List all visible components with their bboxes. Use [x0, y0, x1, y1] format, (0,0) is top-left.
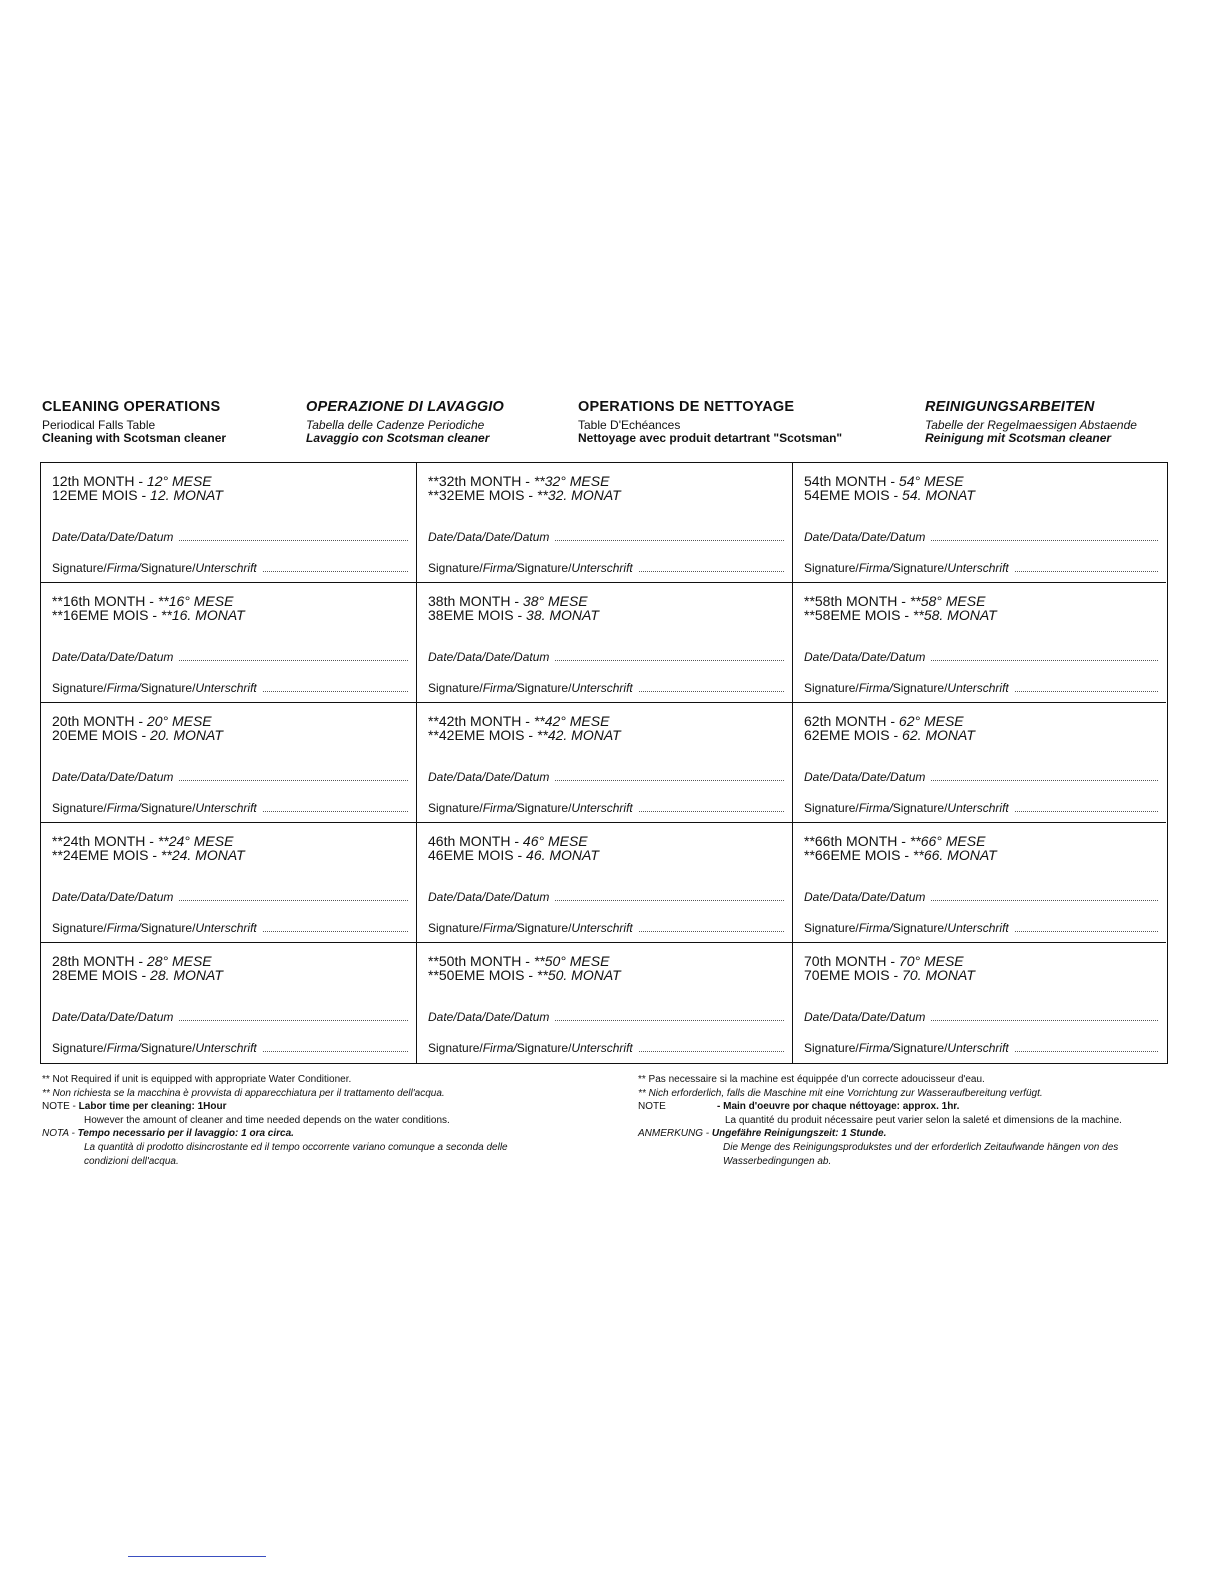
signature-label: Signature/Firma/Signature/Unterschrift	[428, 921, 633, 935]
date-field[interactable]	[804, 650, 1158, 664]
date-label: Date/Data/Date/Datum	[428, 650, 550, 664]
signature-dotted-line[interactable]	[1015, 1042, 1158, 1052]
date-dotted-line[interactable]	[555, 1011, 784, 1021]
date-field[interactable]	[52, 530, 408, 544]
header-subtitle: Tabella delle Cadenze Periodiche	[306, 418, 485, 432]
schedule-cell	[417, 463, 793, 583]
date-dotted-line[interactable]	[555, 771, 784, 781]
signature-field[interactable]	[52, 801, 408, 815]
month-label-italian: **42° MESE	[533, 713, 610, 729]
note-bold: Ungefähre Reinigungszeit: 1 Stunde.	[711, 1128, 887, 1140]
month-label-german: 12. MONAT	[150, 487, 223, 503]
month-label-italian: 38° MESE	[522, 593, 588, 609]
schedule-cell	[41, 703, 417, 823]
signature-label: Signature/Firma/Signature/Unterschrift	[52, 801, 257, 815]
signature-label: Signature/Firma/Signature/Unterschrift	[52, 921, 257, 935]
schedule-cell	[793, 703, 1166, 823]
signature-label: Signature/Firma/Signature/Unterschrift	[804, 1041, 1009, 1055]
month-label-english: **16th MONTH -	[52, 593, 158, 609]
schedule-cell	[793, 943, 1166, 1063]
note: condizioni dell'acqua.	[84, 1155, 179, 1167]
month-label-french: **66EME MOIS -	[804, 847, 913, 863]
signature-dotted-line[interactable]	[263, 562, 408, 572]
date-label: Date/Data/Date/Datum	[52, 890, 174, 904]
note-bold: - Main d'oeuvre por chaque néttoyage: approx. 1hr.	[717, 1101, 960, 1113]
header-title: OPERAZIONE DI LAVAGGIO	[306, 399, 505, 415]
month-subheading	[52, 728, 223, 743]
date-dotted-line[interactable]	[931, 651, 1158, 661]
month-label-english: **66th MONTH -	[804, 833, 910, 849]
signature-label: Signature/Firma/Signature/Unterschrift	[428, 1041, 633, 1055]
signature-dotted-line[interactable]	[1015, 922, 1158, 932]
month-subheading	[52, 848, 245, 863]
month-label-english: 46th MONTH -	[428, 833, 523, 849]
date-field[interactable]	[52, 1010, 408, 1024]
schedule-cell	[417, 583, 793, 703]
notes-right	[638, 1073, 1122, 1168]
date-label: Date/Data/Date/Datum	[52, 1010, 174, 1024]
date-dotted-line[interactable]	[931, 891, 1158, 901]
schedule-cell	[41, 823, 417, 943]
date-field[interactable]	[52, 770, 408, 784]
month-label-english: 12th MONTH -	[52, 473, 147, 489]
month-subheading	[804, 848, 997, 863]
month-label-french: **58EME MOIS -	[804, 607, 913, 623]
month-subheading	[804, 968, 975, 983]
month-label-french: 70EME MOIS -	[804, 967, 903, 983]
date-label: Date/Data/Date/Datum	[52, 650, 174, 664]
signature-field[interactable]	[804, 681, 1158, 695]
header-subtitle: Tabelle der Regelmaessigen Abstaende	[925, 418, 1137, 432]
month-label-french: 62EME MOIS -	[804, 727, 903, 743]
date-label: Date/Data/Date/Datum	[428, 1010, 550, 1024]
month-label-french: **50EME MOIS -	[428, 967, 537, 983]
date-label: Date/Data/Date/Datum	[52, 770, 174, 784]
note	[638, 1100, 1122, 1114]
note: ** Nich erforderlich, falls die Maschine mit eine Vorrichtung zur Wasseraufbereitung verfügt.	[638, 1087, 1043, 1099]
header-italian	[306, 399, 504, 445]
date-label: Date/Data/Date/Datum	[804, 1010, 926, 1024]
signature-label: Signature/Firma/Signature/Unterschrift	[52, 1041, 257, 1055]
signature-dotted-line[interactable]	[639, 922, 784, 932]
date-dotted-line[interactable]	[179, 891, 408, 901]
date-label: Date/Data/Date/Datum	[804, 650, 926, 664]
month-label-english: **50th MONTH -	[428, 953, 534, 969]
date-label: Date/Data/Date/Datum	[428, 770, 550, 784]
signature-dotted-line[interactable]	[1015, 562, 1158, 572]
signature-label: Signature/Firma/Signature/Unterschrift	[428, 801, 633, 815]
month-label-italian: 46° MESE	[522, 833, 588, 849]
header-subtitle: Table D'Echéances	[578, 418, 681, 432]
month-subheading	[52, 488, 223, 503]
date-dotted-line[interactable]	[179, 531, 408, 541]
date-field[interactable]	[804, 770, 1158, 784]
schedule-cell	[793, 823, 1166, 943]
schedule-cell	[41, 583, 417, 703]
signature-field[interactable]	[428, 801, 784, 815]
header-french	[578, 399, 842, 445]
signature-label: Signature/Firma/Signature/Unterschrift	[804, 561, 1009, 575]
month-label-german: 70. MONAT	[902, 967, 975, 983]
month-label-french: 38EME MOIS -	[428, 607, 527, 623]
signature-field[interactable]	[428, 1041, 784, 1055]
month-label-german: **24. MONAT	[160, 847, 245, 863]
date-field[interactable]	[804, 890, 1158, 904]
month-label-german: **16. MONAT	[160, 607, 245, 623]
date-dotted-line[interactable]	[931, 1011, 1158, 1021]
note: Die Menge des Reinigungsprodukstes und der erforderlich Zeitaufwande hängen von des	[723, 1141, 1119, 1153]
month-label-italian: 12° MESE	[146, 473, 212, 489]
signature-label: Signature/Firma/Signature/Unterschrift	[804, 681, 1009, 695]
month-label-italian: 54° MESE	[898, 473, 964, 489]
date-label: Date/Data/Date/Datum	[428, 530, 550, 544]
signature-dotted-line[interactable]	[1015, 802, 1158, 812]
month-label-french: 46EME MOIS -	[428, 847, 527, 863]
signature-dotted-line[interactable]	[639, 562, 784, 572]
note-label: NOTE -	[42, 1101, 79, 1113]
month-label-french: **32EME MOIS -	[428, 487, 537, 503]
month-label-german: **32. MONAT	[536, 487, 621, 503]
signature-field[interactable]	[804, 921, 1158, 935]
schedule-cell	[793, 583, 1166, 703]
month-label-german: 54. MONAT	[902, 487, 975, 503]
signature-dotted-line[interactable]	[263, 802, 408, 812]
date-dotted-line[interactable]	[555, 531, 784, 541]
signature-label: Signature/Firma/Signature/Unterschrift	[804, 801, 1009, 815]
signature-field[interactable]	[804, 561, 1158, 575]
signature-field[interactable]	[52, 561, 408, 575]
header-subtitle-2: Cleaning with Scotsman cleaner	[42, 431, 227, 445]
note	[42, 1127, 508, 1141]
date-field[interactable]	[428, 650, 784, 664]
month-label-french: 28EME MOIS -	[52, 967, 151, 983]
date-label: Date/Data/Date/Datum	[804, 770, 926, 784]
header-title: OPERATIONS DE NETTOYAGE	[578, 399, 795, 415]
note	[42, 1100, 508, 1114]
note-label: NOTA -	[42, 1128, 78, 1140]
date-field[interactable]	[428, 530, 784, 544]
month-label-italian: **58° MESE	[909, 593, 986, 609]
note: ** Non richiesta se la macchina è provvista di apparecchiatura per il trattamento dell'acqua.	[42, 1087, 445, 1099]
date-dotted-line[interactable]	[555, 651, 784, 661]
month-subheading	[52, 608, 245, 623]
schedule-cell	[41, 943, 417, 1063]
header-title: CLEANING OPERATIONS	[42, 399, 221, 415]
note: Wasserbedingungen ab.	[723, 1155, 832, 1167]
month-subheading	[428, 968, 621, 983]
date-label: Date/Data/Date/Datum	[804, 890, 926, 904]
month-subheading	[428, 608, 599, 623]
month-subheading	[804, 608, 997, 623]
note: La quantité du produit nécessaire peut varier selon la saleté et dimensions de la machine.	[725, 1114, 1122, 1126]
month-label-french: 54EME MOIS -	[804, 487, 903, 503]
signature-label: Signature/Firma/Signature/Unterschrift	[804, 921, 1009, 935]
month-label-french: 12EME MOIS -	[52, 487, 151, 503]
signature-field[interactable]	[52, 681, 408, 695]
month-label-italian: **24° MESE	[157, 833, 234, 849]
month-label-english: **32th MONTH -	[428, 473, 534, 489]
date-label: Date/Data/Date/Datum	[52, 530, 174, 544]
signature-dotted-line[interactable]	[263, 682, 408, 692]
schedule-cell	[417, 823, 793, 943]
signature-label: Signature/Firma/Signature/Unterschrift	[52, 681, 257, 695]
header-subtitle-2: Reinigung mit Scotsman cleaner	[925, 431, 1112, 445]
month-subheading	[52, 968, 223, 983]
month-label-german: 28. MONAT	[150, 967, 223, 983]
note: La quantità di prodotto disincrostante ed il tempo occorrente variano comunque a seconda delle	[84, 1141, 508, 1153]
date-dotted-line[interactable]	[179, 651, 408, 661]
date-dotted-line[interactable]	[179, 771, 408, 781]
month-label-french: 20EME MOIS -	[52, 727, 151, 743]
signature-dotted-line[interactable]	[639, 1042, 784, 1052]
date-label: Date/Data/Date/Datum	[428, 890, 550, 904]
signature-dotted-line[interactable]	[1015, 682, 1158, 692]
month-label-german: 38. MONAT	[526, 607, 599, 623]
signature-label: Signature/Firma/Signature/Unterschrift	[52, 561, 257, 575]
signature-label: Signature/Firma/Signature/Unterschrift	[428, 681, 633, 695]
month-label-german: **50. MONAT	[536, 967, 621, 983]
header-english	[42, 399, 226, 445]
note	[638, 1127, 1122, 1141]
date-field[interactable]	[804, 530, 1158, 544]
month-label-english: 38th MONTH -	[428, 593, 523, 609]
month-label-italian: 20° MESE	[146, 713, 212, 729]
schedule-cell	[417, 703, 793, 823]
month-label-english: 54th MONTH -	[804, 473, 899, 489]
month-label-english: **58th MONTH -	[804, 593, 910, 609]
note-label: NOTE	[638, 1101, 666, 1113]
month-label-italian: **32° MESE	[533, 473, 610, 489]
month-label-english: **24th MONTH -	[52, 833, 158, 849]
header-subtitle: Periodical Falls Table	[42, 418, 156, 432]
date-field[interactable]	[428, 770, 784, 784]
signature-dotted-line[interactable]	[639, 802, 784, 812]
month-subheading	[428, 728, 621, 743]
date-field[interactable]	[428, 890, 784, 904]
month-label-italian: **50° MESE	[533, 953, 610, 969]
month-label-french: **42EME MOIS -	[428, 727, 537, 743]
month-label-english: 28th MONTH -	[52, 953, 147, 969]
notes-left	[42, 1073, 508, 1168]
date-dotted-line[interactable]	[179, 1011, 408, 1021]
month-label-english: 70th MONTH -	[804, 953, 899, 969]
month-label-italian: 70° MESE	[898, 953, 964, 969]
cleaning-schedule-grid	[40, 462, 1168, 1064]
signature-field[interactable]	[52, 921, 408, 935]
month-label-german: 20. MONAT	[150, 727, 223, 743]
month-label-german: **66. MONAT	[912, 847, 997, 863]
month-subheading	[804, 728, 975, 743]
note-bold: Tempo necessario per il lavaggio: 1 ora circa.	[77, 1128, 294, 1140]
date-field[interactable]	[52, 650, 408, 664]
month-label-italian: 62° MESE	[898, 713, 964, 729]
month-label-french: **16EME MOIS -	[52, 607, 161, 623]
schedule-cell	[793, 463, 1166, 583]
date-label: Date/Data/Date/Datum	[804, 530, 926, 544]
month-label-english: 62th MONTH -	[804, 713, 899, 729]
signature-field[interactable]	[804, 1041, 1158, 1055]
month-subheading	[428, 848, 599, 863]
schedule-cell	[417, 943, 793, 1063]
month-label-german: **58. MONAT	[912, 607, 997, 623]
date-field[interactable]	[804, 1010, 1158, 1024]
signature-field[interactable]	[428, 561, 784, 575]
month-subheading	[804, 488, 975, 503]
month-label-italian: **16° MESE	[157, 593, 234, 609]
header-subtitle-2: Nettoyage avec produit detartrant "Scotsman"	[578, 431, 843, 445]
month-label-english: **42th MONTH -	[428, 713, 534, 729]
date-dotted-line[interactable]	[931, 531, 1158, 541]
signature-dotted-line[interactable]	[263, 1042, 408, 1052]
signature-field[interactable]	[804, 801, 1158, 815]
note-label: ANMERKUNG -	[638, 1128, 712, 1140]
month-label-italian: **66° MESE	[909, 833, 986, 849]
month-label-french: **24EME MOIS -	[52, 847, 161, 863]
date-dotted-line[interactable]	[931, 771, 1158, 781]
month-label-german: **42. MONAT	[536, 727, 621, 743]
signature-field[interactable]	[52, 1041, 408, 1055]
signature-dotted-line[interactable]	[639, 682, 784, 692]
month-label-german: 62. MONAT	[902, 727, 975, 743]
signature-label: Signature/Firma/Signature/Unterschrift	[428, 561, 633, 575]
month-label-german: 46. MONAT	[526, 847, 599, 863]
signature-dotted-line[interactable]	[263, 922, 408, 932]
month-subheading	[428, 488, 621, 503]
signature-field[interactable]	[428, 921, 784, 935]
footer-link-underline	[128, 1556, 266, 1557]
note: ** Pas necessaire si la machine est équippée d'un correcte adoucisseur d'eau.	[638, 1074, 985, 1085]
header-german	[925, 399, 1137, 445]
note: However the amount of cleaner and time needed depends on the water conditions.	[84, 1114, 450, 1126]
month-label-italian: 28° MESE	[146, 953, 212, 969]
schedule-cell	[41, 463, 417, 583]
header-title: REINIGUNGSARBEITEN	[925, 399, 1095, 415]
note-bold: Labor time per cleaning: 1Hour	[78, 1101, 227, 1113]
signature-field[interactable]	[428, 681, 784, 695]
month-label-english: 20th MONTH -	[52, 713, 147, 729]
date-dotted-line[interactable]	[555, 891, 784, 901]
date-field[interactable]	[52, 890, 408, 904]
note: ** Not Required if unit is equipped with appropriate Water Conditioner.	[42, 1074, 352, 1085]
header-subtitle-2: Lavaggio con Scotsman cleaner	[306, 431, 490, 445]
date-field[interactable]	[428, 1010, 784, 1024]
